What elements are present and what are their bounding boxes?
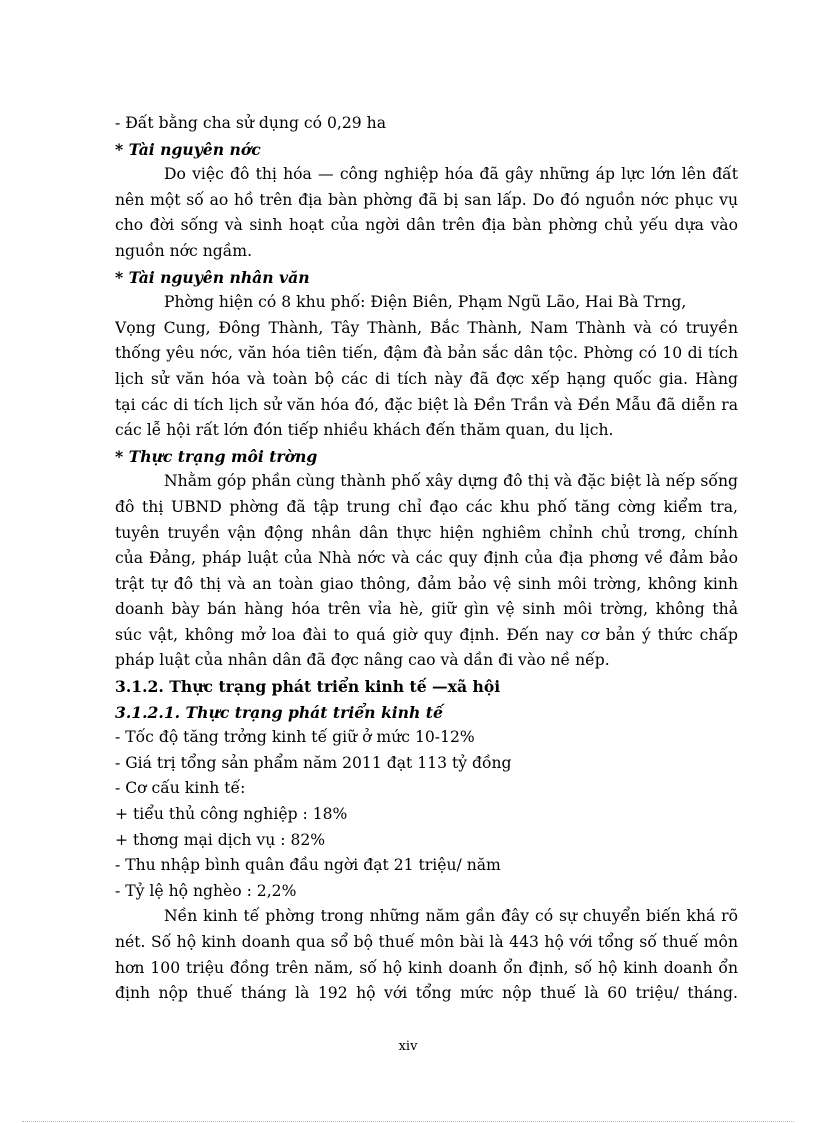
page-number: xiv (398, 1039, 418, 1054)
text-line: súc vật, không mở loa đài to quá giờ quy định. Đến nay cơ bản ý thức chấp (115, 625, 738, 644)
text-line: của Đảng, pháp luật của Nhà nớc và các quy định của địa phơng về đảm bảo (115, 549, 738, 568)
text-line: tại các di tích lịch sử văn hóa đó, đặc biệt là Đền Trần và Đền Mẫu đã diễn ra (115, 395, 738, 414)
text-line: định nộp thuế tháng là 192 hộ với tổng mức nộp thuế là 60 triệu/ tháng. (115, 984, 738, 1003)
text-line: nên một số ao hồ trên địa bàn phờng đã bị san lấp. Do đó nguồn nớc phục vụ (115, 190, 738, 209)
text-line: đô thị UBND phờng đã tập trung chỉ đạo các khu phố tăng cờng kiểm tra, (115, 497, 738, 516)
text-line: - Thu nhập bình quân đầu ngời đạt 21 triệu/ năm (115, 856, 501, 875)
text-line: trật tự đô thị và an toàn giao thông, đảm bảo vệ sinh môi trờng, không kinh (115, 574, 738, 593)
text-line: Nhằm góp phần cùng thành phố xây dựng đô thị và đặc biệt là nếp sống (164, 472, 738, 491)
text-line: Vọng Cung, Đông Thành, Tây Thành, Bắc Thành, Nam Thành và có truyền (115, 318, 738, 337)
text-line: cho đời sống và sinh hoạt của ngời dân trên địa bàn phờng chủ yếu dựa vào (115, 216, 738, 235)
text-line: hơn 100 triệu đồng trên năm, số hộ kinh doanh ổn định, số hộ kinh doanh ổn (115, 958, 738, 977)
text-line: - Tỷ lệ hộ nghèo : 2,2% (115, 881, 297, 900)
text-line: - Giá trị tổng sản phẩm năm 2011 đạt 113 tỷ đồng (115, 753, 512, 772)
section-heading: * Tài nguyên nhân văn (115, 267, 310, 287)
section-heading: 3.1.2.1. Thực trạng phát triển kinh tế (115, 702, 443, 722)
text-line: nguồn nớc ngầm. (115, 241, 253, 260)
section-heading: * Thực trạng môi trờng (115, 446, 318, 466)
text-line: Do việc đô thị hóa — công nghiệp hóa đã gây những áp lực lớn lên đất (164, 165, 738, 184)
text-line: - Tốc độ tăng trởng kinh tế giữ ở mức 10-12% (115, 728, 475, 747)
text-line: các lễ hội rất lớn đón tiếp nhiều khách đến thăm quan, du lịch. (115, 421, 614, 440)
text-line: Phờng hiện có 8 khu phố: Điện Biên, Phạm Ngũ Lão, Hai Bà Trng, (164, 293, 687, 312)
document-body (115, 111, 738, 1007)
text-line: - Đất bằng cha sử dụng có 0,29 ha (115, 114, 386, 132)
text-line: doanh bày bán hàng hóa trên vỉa hè, giữ gìn vệ sinh môi trờng, không thả (115, 600, 738, 619)
section-heading: 3.1.2. Thực trạng phát triển kinh tế —xã hội (115, 677, 501, 697)
footer-divider (22, 1121, 794, 1122)
text-line: + tiểu thủ công nghiệp : 18% (115, 805, 348, 824)
section-heading: * Tài nguyên nớc (115, 139, 261, 159)
text-line: + thơng mại dịch vụ : 82% (115, 830, 326, 849)
text-line: thống yêu nớc, văn hóa tiên tiến, đậm đà bản sắc dân tộc. Phờng có 10 di tích (115, 344, 738, 363)
text-line: - Cơ cấu kinh tế: (115, 779, 246, 798)
text-line: nét. Số hộ kinh doanh qua sổ bộ thuế môn bài là 443 hộ với tổng số thuế môn (115, 933, 738, 951)
text-line: tuyên truyền vận động nhân dân thực hiện nghiêm chỉnh chủ trơng, chính (115, 523, 738, 542)
text-line: Nền kinh tế phờng trong những năm gần đây có sự chuyển biến khá rõ (164, 907, 738, 926)
text-line: lịch sử văn hóa và toàn bộ các di tích này đã đợc xếp hạng quốc gia. Hàng (115, 369, 738, 388)
text-line: pháp luật của nhân dân đã đợc nâng cao và dần đi vào nề nếp. (115, 651, 610, 670)
